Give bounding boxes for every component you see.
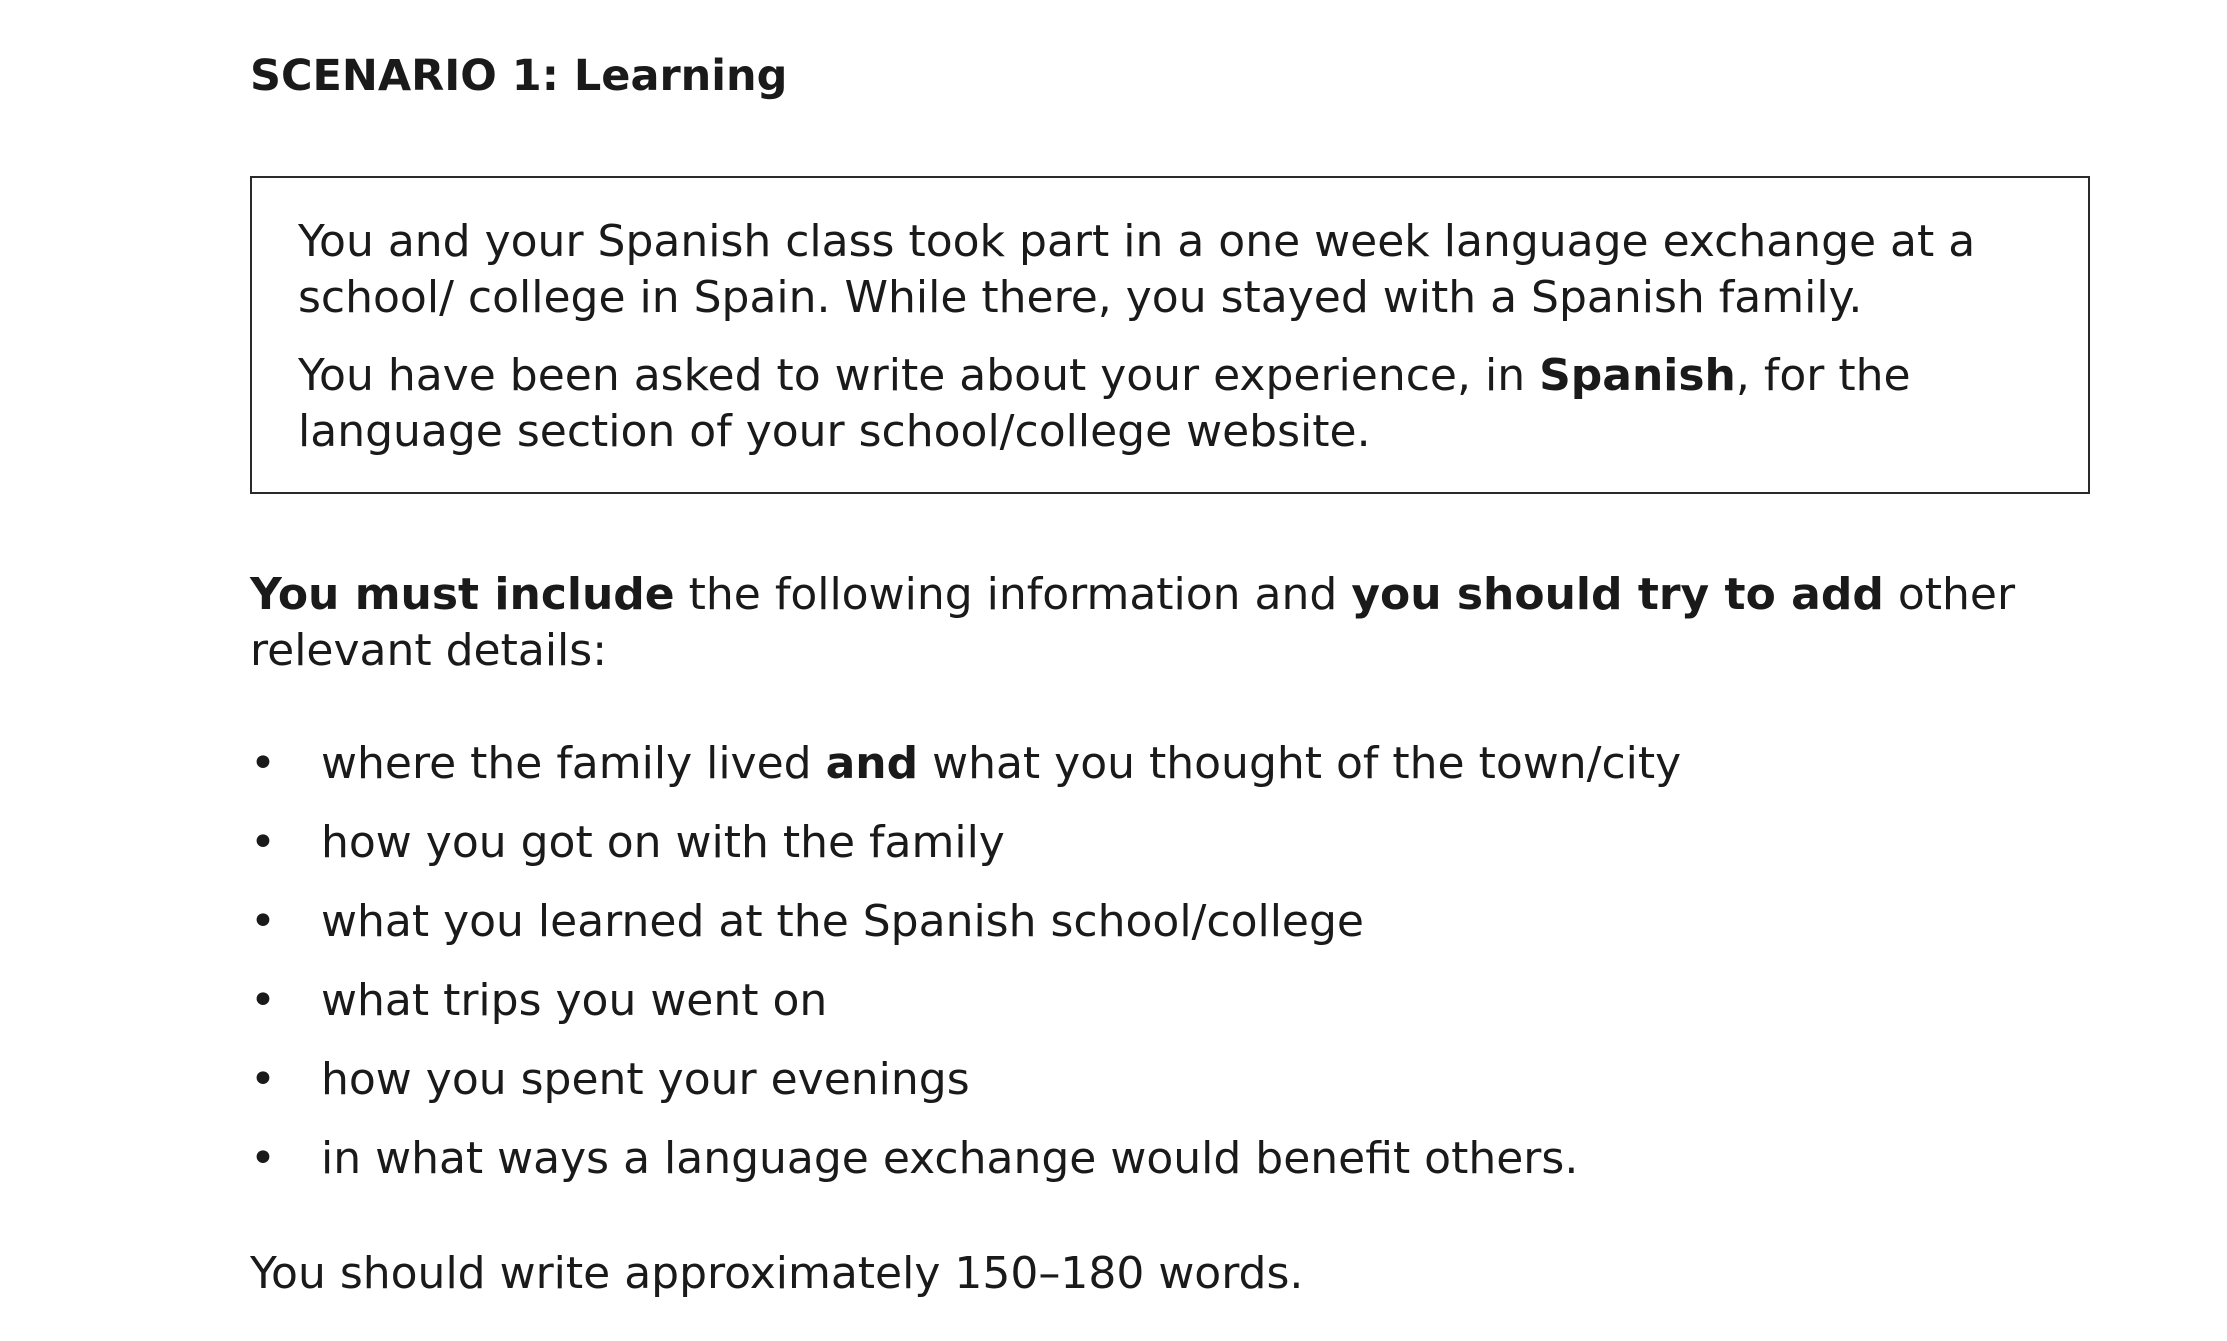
list-item	[250, 1131, 1681, 1210]
instruction-text	[250, 567, 2130, 679]
bullet-icon: •	[250, 817, 276, 868]
list-item	[250, 736, 1681, 815]
bullet-icon: •	[250, 1133, 276, 1184]
bullet-icon: •	[250, 896, 276, 947]
list-item	[250, 894, 1681, 973]
language-emphasis: Spanish	[1539, 350, 1736, 401]
list-item-text: how you got on with the family	[321, 817, 1005, 868]
list-item	[250, 973, 1681, 1052]
context-text: , for the language section of your school/college website.	[298, 350, 1911, 457]
instruction-bold-must: You must include	[250, 569, 675, 620]
context-text: You have been asked to write about your experience, in	[298, 350, 1540, 401]
context-box	[250, 176, 2090, 494]
list-item	[250, 1052, 1681, 1131]
bullet-icon: •	[250, 975, 276, 1026]
bullet-icon: •	[250, 738, 276, 789]
list-item-text: where the family lived	[321, 738, 826, 789]
list-item-text: what you thought of the town/city	[918, 738, 1682, 789]
context-paragraph-2	[298, 348, 2042, 460]
bullet-icon: •	[250, 1054, 276, 1105]
list-item-text: in what ways a language exchange would benefit others.	[321, 1133, 1579, 1184]
list-item	[250, 815, 1681, 894]
requirements-list	[250, 736, 1681, 1210]
list-item-bold: and	[825, 738, 919, 789]
instruction-text-part: other relevant details:	[250, 569, 2016, 676]
instruction-text-part: the following information and	[674, 569, 1352, 620]
list-item-text: what trips you went on	[321, 975, 828, 1026]
word-count-instruction: You should write approximately 150–180 words.	[250, 1248, 1304, 1299]
instruction-bold-should: you should try to add	[1351, 569, 1884, 620]
context-paragraph-1: You and your Spanish class took part in a one week language exchange at a school/ college in Spain. While there, you stayed with a Spanish family.	[298, 216, 1976, 323]
list-item-text: what you learned at the Spanish school/college	[321, 896, 1365, 947]
list-item-text: how you spent your evenings	[321, 1054, 970, 1105]
scenario-heading: SCENARIO 1: Learning	[250, 51, 788, 101]
